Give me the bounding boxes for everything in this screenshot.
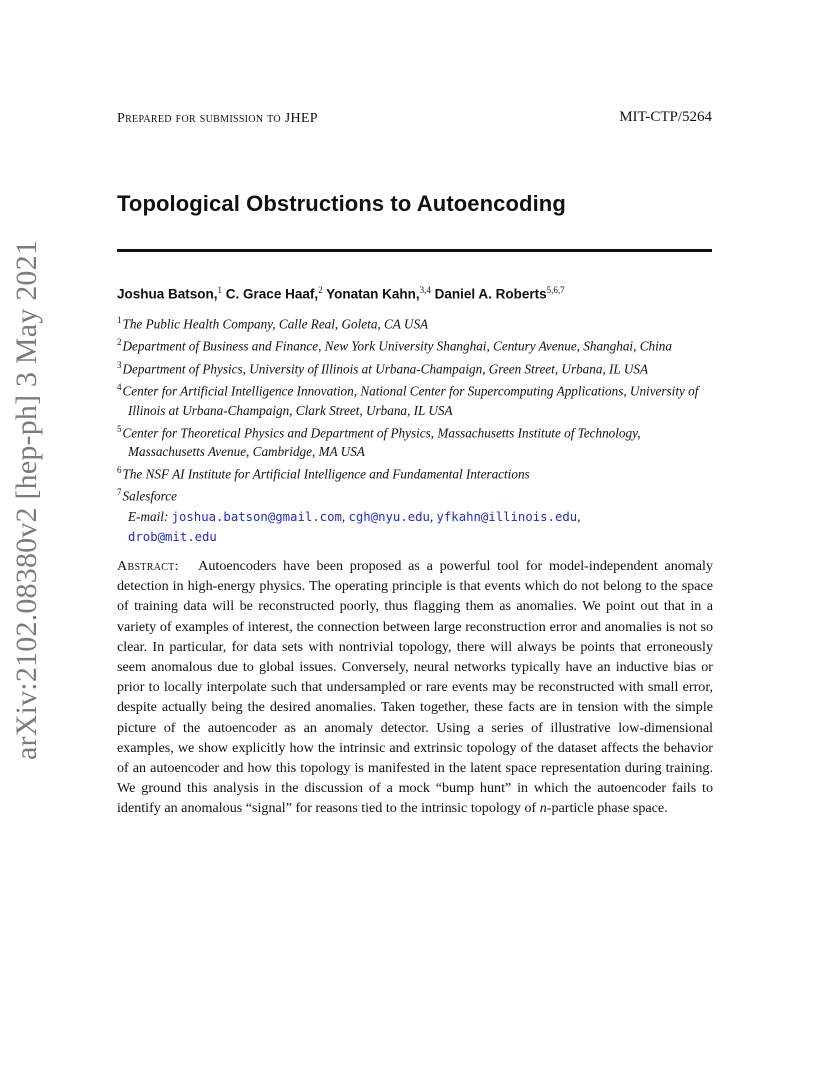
email-link[interactable]: drob@mit.edu	[128, 529, 217, 544]
affiliation-item	[117, 356, 713, 378]
author-affiliation-mark: 3,4	[419, 285, 431, 295]
email-link[interactable]: cgh@nyu.edu	[348, 509, 430, 524]
affiliation-item	[117, 378, 713, 419]
affiliation-text: Center for Theoretical Physics and Department of Physics, Massachusetts Institute of Technology, Massachusetts Avenue, Cambridge, MA USA	[122, 424, 641, 459]
affiliation-item	[117, 461, 713, 483]
author-affiliation-mark: 5,6,7	[546, 285, 565, 295]
paper-title: Topological Obstructions to Autoencoding	[117, 191, 566, 216]
author-name: Daniel A. Roberts	[434, 286, 547, 302]
email-link[interactable]: yfkahn@illinois.edu	[436, 509, 578, 524]
abstract-text: Autoencoders have been proposed as a powerful tool for model-independent anomaly detection in high-energy physics. The operating principle is that events which do not belong to the space of training data will be reconstructed poorly, thus flagging them as anomalies. We point out that in a variety of examples of interest, the connection between large reconstruction error and anomalies is not so clear. In particular, for data sets with nontrivial topology, there will always be points that erroneously seem anomalous due to global issues. Conversely, neural networks typically have an inductive bias or prior to locally interpolate such that undersampled or rare events may be reconstructed with small error, despite actually being the desired anomalies. Taken together, these facts are in tension with the simple picture of the autoencoder as an anomaly detector. Using a series of illustrative low-dimensional examples, we show explicitly how the intrinsic and extrinsic topology of the dataset affects the behavior of an autoencoder and how this topology is manifested in the latent space representation during training. We ground this analysis in the discussion of a mock “bump hunt” in which the autoencoder fails to identify an anomalous “signal” for reasons tied to the intrinsic topology of	[117, 558, 713, 817]
email-label: E-mail:	[128, 508, 169, 524]
affiliation-number: 5	[117, 423, 122, 434]
author-name: C. Grace Haaf,	[225, 286, 319, 302]
author-affiliation-mark: 1	[217, 285, 223, 295]
author-name: Yonatan Kahn,	[326, 286, 420, 302]
affiliation-text: Department of Business and Finance, New York University Shanghai, Century Avenue, Shanghai, China	[122, 338, 672, 354]
email-link[interactable]: joshua.batson@gmail.com	[171, 509, 342, 524]
arxiv-identifier-stamp: arXiv:2102.08380v2 [hep-ph] 3 May 2021	[10, 239, 43, 760]
affiliation-item	[117, 333, 713, 355]
affiliation-number: 1	[117, 315, 122, 325]
author-name: Joshua Batson,	[117, 286, 218, 302]
author-affiliation-mark: 2	[318, 285, 323, 295]
affiliation-item	[117, 483, 713, 505]
abstract	[117, 556, 713, 819]
affiliation-text: Department of Physics, University of Illinois at Urbana-Champaign, Green Street, Urbana, IL USA	[122, 361, 648, 377]
abstract-math-symbol: n	[539, 800, 547, 817]
affiliation-number: 2	[117, 337, 122, 348]
affiliation-number: 6	[117, 464, 122, 475]
author-list	[117, 285, 565, 302]
preprint-number: MIT-CTP/5264	[619, 109, 712, 125]
affiliation-text: The NSF AI Institute for Artificial Intelligence and Fundamental Interactions	[122, 466, 530, 482]
affiliation-text: Center for Artificial Intelligence Innovation, National Center for Supercomputing Applications, University of Illinois at Urbana-Champaign, Clark Street, Urbana, IL USA	[122, 383, 699, 418]
abstract-text-end: -particle phase space.	[546, 800, 668, 817]
journal-header: Prepared for submission to JHEP	[117, 111, 318, 126]
email-block: E-mail: joshua.batson@gmail.com, cgh@nyu.edu, yfkahn@illinois.edu, drob@mit.edu	[128, 508, 581, 544]
abstract-label: Abstract:	[117, 558, 179, 574]
affiliation-list	[117, 311, 713, 547]
affiliation-item	[117, 311, 713, 333]
title-divider	[117, 249, 712, 252]
affiliation-number: 7	[117, 487, 122, 498]
affiliation-number: 4	[117, 382, 122, 393]
affiliation-item	[117, 420, 713, 461]
affiliation-number: 3	[117, 359, 122, 370]
affiliation-text: Salesforce	[122, 488, 177, 504]
affiliation-text: The Public Health Company, Calle Real, Goleta, CA USA	[122, 316, 429, 332]
